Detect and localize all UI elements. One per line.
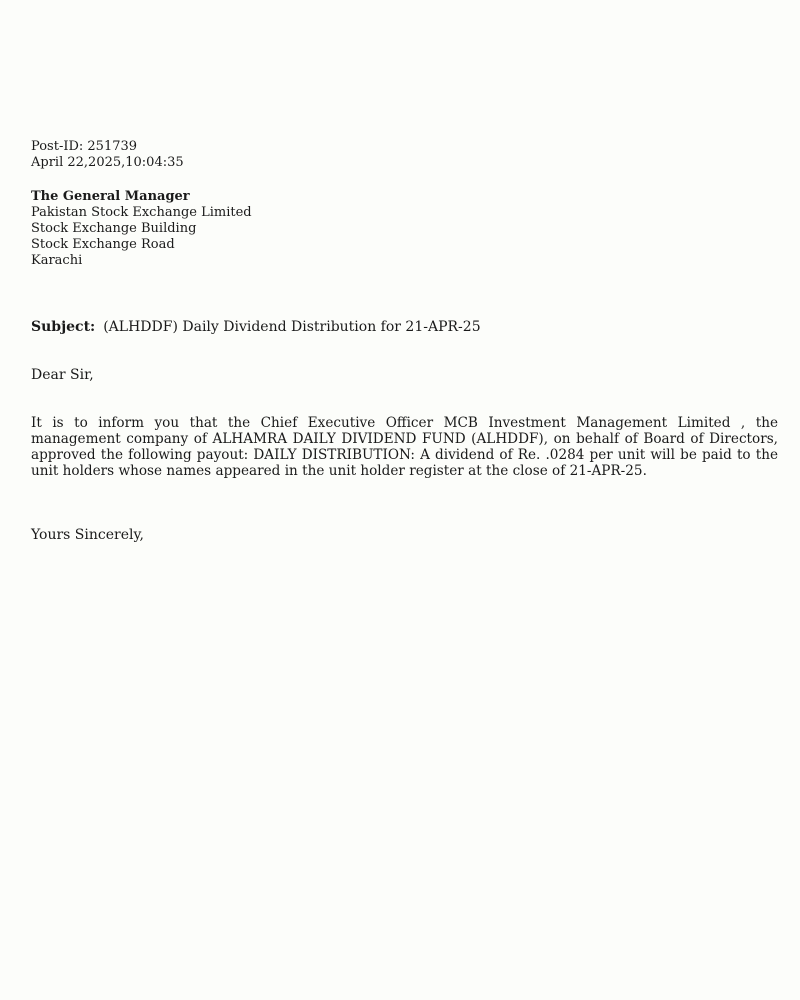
post-id: Post-ID: 251739 [31, 139, 138, 154]
recipient-address-line: Stock Exchange Road [31, 237, 175, 252]
letter-meta [31, 139, 778, 171]
subject-line [31, 319, 778, 336]
recipient-name: The General Manager [31, 189, 190, 204]
letter-body: It is to inform you that the Chief Executive Officer MCB Investment Management Limited , the management company of ALHAMRA DAILY DIVIDEND FUND (ALHDDF), on behalf of Board of Directors, approved the following payout: DAILY DISTRIBUTION: A dividend of Re. .0284 per unit will be paid to the unit holders whose names appeared in the unit holder register at the close of 21-APR-25. [31, 415, 778, 479]
recipient-address-line: Karachi [31, 253, 83, 268]
subject-text: (ALHDDF) Daily Dividend Distribution for 21-APR-25 [103, 319, 481, 335]
salutation: Dear Sir, [31, 367, 94, 383]
letter-datetime: April 22,2025,10:04:35 [31, 155, 184, 170]
recipient-address-line: Stock Exchange Building [31, 221, 197, 236]
closing: Yours Sincerely, [31, 527, 144, 543]
subject-label: Subject: [31, 319, 96, 335]
recipient-address-line: Pakistan Stock Exchange Limited [31, 205, 252, 220]
recipient-address-block [31, 189, 778, 269]
